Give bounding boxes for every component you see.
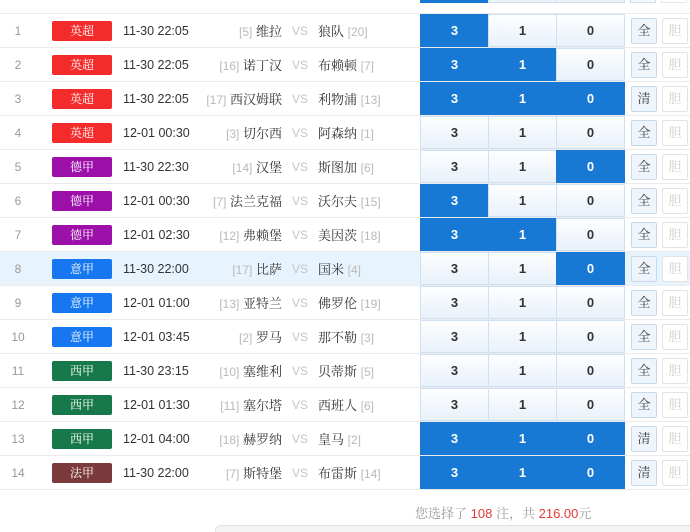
match-number: 14 xyxy=(11,465,25,480)
league-badge: 西甲 xyxy=(52,395,112,415)
match-time: 12-01 04:00 xyxy=(123,431,190,446)
away-name: 皇马 xyxy=(318,432,345,447)
match-time: 11-30 22:00 xyxy=(123,465,189,480)
away-rank: [20] xyxy=(347,25,368,39)
home-name: 塞尔塔 xyxy=(242,398,282,413)
home-name: 汉堡 xyxy=(255,160,282,175)
bet-option-0[interactable]: 0 xyxy=(556,286,625,319)
selection-summary xyxy=(415,503,591,522)
home-team xyxy=(193,293,282,312)
home-team xyxy=(193,191,282,210)
home-rank: [10] xyxy=(219,365,240,379)
home-rank: [2] xyxy=(239,331,253,345)
home-name: 斯特堡 xyxy=(242,466,282,481)
vs-label: VS xyxy=(291,227,308,242)
summary-prefix: 您选择了 xyxy=(415,506,468,521)
league-badge: 英超 xyxy=(52,89,112,109)
table-row xyxy=(0,286,690,320)
match-time: 11-30 22:05 xyxy=(123,91,189,106)
home-name: 法兰克福 xyxy=(229,194,282,209)
away-rank: [6] xyxy=(360,161,374,175)
match-time: 12-01 01:30 xyxy=(123,397,190,412)
away-team xyxy=(318,21,420,40)
bet-option-0[interactable]: 0 xyxy=(556,82,625,115)
away-name: 西班人 xyxy=(318,398,358,413)
home-team xyxy=(193,361,282,380)
banker-button[interactable]: 胆 xyxy=(662,358,688,384)
banker-button[interactable]: 胆 xyxy=(662,256,688,282)
bet-option-3[interactable]: 3 xyxy=(420,354,489,387)
away-rank: [7] xyxy=(360,59,374,73)
vs-label: VS xyxy=(291,193,308,208)
match-time: 12-01 03:45 xyxy=(123,329,190,344)
match-time: 12-01 01:00 xyxy=(123,295,190,310)
home-rank: [12] xyxy=(219,229,240,243)
away-team xyxy=(318,55,420,74)
match-number: 11 xyxy=(11,363,25,378)
home-team xyxy=(193,89,282,108)
bet-option-3[interactable]: 3 xyxy=(420,252,489,285)
home-name: 诺丁汉 xyxy=(242,58,282,73)
away-name: 那不勒 xyxy=(318,330,358,345)
league-badge: 法甲 xyxy=(52,463,112,483)
home-team xyxy=(193,225,282,244)
vs-label: VS xyxy=(291,363,308,378)
match-time: 11-30 23:15 xyxy=(123,363,189,378)
select-all-button[interactable]: 清 xyxy=(631,460,657,486)
away-team xyxy=(318,429,420,448)
banker-button[interactable]: 胆 xyxy=(662,460,688,486)
away-team xyxy=(318,123,420,142)
league-badge: 德甲 xyxy=(52,157,112,177)
bet-option-1[interactable]: 1 xyxy=(488,150,557,183)
table-row xyxy=(0,14,690,48)
away-rank: [1] xyxy=(360,127,374,141)
home-name: 比萨 xyxy=(255,262,282,277)
summary-suffix: 元 xyxy=(578,506,592,521)
home-name: 弗赖堡 xyxy=(242,228,282,243)
away-rank: [5] xyxy=(360,365,374,379)
away-team xyxy=(318,259,420,278)
away-team xyxy=(318,225,420,244)
banker-button[interactable]: 胆 xyxy=(662,52,688,78)
table-row xyxy=(0,150,690,184)
banker-button[interactable]: 胆 xyxy=(662,86,688,112)
home-rank: [7] xyxy=(226,467,240,481)
select-all-button[interactable]: 全 xyxy=(631,120,657,146)
match-number: 2 xyxy=(14,57,22,72)
bet-option-1[interactable]: 1 xyxy=(488,388,557,421)
bet-option-3[interactable]: 3 xyxy=(420,218,489,251)
bet-option-3[interactable]: 3 xyxy=(420,150,489,183)
vs-label: VS xyxy=(291,465,308,480)
banker-button[interactable]: 胆 xyxy=(662,426,688,452)
bet-option-0[interactable]: 0 xyxy=(556,150,625,183)
total-amount: 216.00 xyxy=(538,506,579,521)
table-row xyxy=(0,354,690,388)
vs-label: VS xyxy=(291,261,308,276)
bet-option-0[interactable]: 0 xyxy=(556,184,625,217)
banker-button[interactable]: 胆 xyxy=(662,18,688,44)
home-rank: [17] xyxy=(232,263,253,277)
match-time: 11-30 22:30 xyxy=(123,159,189,174)
banker-button[interactable]: 胆 xyxy=(662,120,688,146)
home-rank: [16] xyxy=(219,59,240,73)
league-badge: 英超 xyxy=(52,123,112,143)
match-number: 1 xyxy=(14,23,22,38)
table-row xyxy=(0,252,690,286)
away-team xyxy=(318,463,420,482)
bet-option-0[interactable]: 0 xyxy=(556,422,625,455)
banker-button[interactable]: 胆 xyxy=(662,290,688,316)
away-name: 沃尔夫 xyxy=(318,194,358,209)
home-rank: [3] xyxy=(226,127,240,141)
away-team xyxy=(318,327,420,346)
bet-option-1[interactable]: 1 xyxy=(488,252,557,285)
bet-option-3[interactable]: 3 xyxy=(420,82,489,115)
bet-option-0[interactable]: 0 xyxy=(556,252,625,285)
match-number: 4 xyxy=(14,125,22,140)
match-time: 12-01 00:30 xyxy=(123,125,190,140)
table-row xyxy=(0,116,690,150)
match-number: 13 xyxy=(11,431,25,446)
away-rank: [19] xyxy=(360,297,381,311)
away-rank: [3] xyxy=(360,331,374,345)
bet-option-1[interactable]: 1 xyxy=(488,218,557,251)
bet-option-1[interactable]: 1 xyxy=(488,320,557,353)
table-row xyxy=(0,320,690,354)
bet-option-1[interactable]: 1 xyxy=(488,354,557,387)
table-row xyxy=(0,456,690,490)
away-name: 狼队 xyxy=(318,24,345,39)
home-team xyxy=(193,429,282,448)
vs-label: VS xyxy=(291,91,308,106)
banker-button[interactable]: 胆 xyxy=(662,392,688,418)
table-row xyxy=(0,184,690,218)
away-name: 布雷斯 xyxy=(318,466,358,481)
table-row xyxy=(0,422,690,456)
bet-option-3[interactable]: 3 xyxy=(420,456,489,489)
away-team xyxy=(318,395,420,414)
select-all-button[interactable]: 全 xyxy=(631,52,657,78)
summary-middle: 注，共 xyxy=(495,506,535,521)
match-number: 5 xyxy=(14,159,22,174)
home-name: 维拉 xyxy=(255,24,282,39)
select-all-button[interactable]: 全 xyxy=(631,154,657,180)
league-badge: 德甲 xyxy=(52,191,112,211)
home-rank: [5] xyxy=(239,25,253,39)
match-number: 12 xyxy=(11,397,25,412)
select-all-button[interactable]: 全 xyxy=(631,18,657,44)
banker-button[interactable]: 胆 xyxy=(662,324,688,350)
vs-label: VS xyxy=(291,397,308,412)
home-rank: [17] xyxy=(206,93,227,107)
bet-option-1[interactable]: 1 xyxy=(488,82,557,115)
away-team xyxy=(318,157,420,176)
away-rank: [13] xyxy=(360,93,381,107)
away-name: 贝蒂斯 xyxy=(318,364,358,379)
match-number: 3 xyxy=(14,91,22,106)
league-badge: 意甲 xyxy=(52,327,112,347)
home-team xyxy=(193,123,282,142)
footer xyxy=(0,490,690,532)
away-rank: [14] xyxy=(360,467,381,481)
league-badge: 意甲 xyxy=(52,293,112,313)
bet-option-3[interactable]: 3 xyxy=(420,388,489,421)
home-rank: [18] xyxy=(219,433,240,447)
away-team xyxy=(318,361,420,380)
select-all-button[interactable]: 全 xyxy=(631,290,657,316)
bet-option-0[interactable]: 0 xyxy=(556,354,625,387)
bet-option-0[interactable]: 0 xyxy=(556,320,625,353)
select-all-button[interactable]: 全 xyxy=(631,324,657,350)
select-all-button[interactable]: 全 xyxy=(631,188,657,214)
home-name: 切尔西 xyxy=(242,126,282,141)
home-team xyxy=(193,327,282,346)
home-name: 塞维利 xyxy=(242,364,282,379)
banker-button[interactable]: 胆 xyxy=(662,188,688,214)
league-badge: 英超 xyxy=(52,55,112,75)
bet-slip-panel-edge xyxy=(215,525,690,532)
home-rank: [13] xyxy=(219,297,240,311)
league-badge: 德甲 xyxy=(52,225,112,245)
match-time: 11-30 22:05 xyxy=(123,57,189,72)
away-name: 布赖顿 xyxy=(318,58,358,73)
away-name: 利物浦 xyxy=(318,92,358,107)
match-number: 8 xyxy=(14,261,22,276)
match-rows xyxy=(0,14,690,490)
match-time: 12-01 02:30 xyxy=(123,227,190,242)
home-rank: [7] xyxy=(213,195,227,209)
away-rank: [18] xyxy=(360,229,381,243)
match-time: 11-30 22:05 xyxy=(123,23,189,38)
league-badge: 西甲 xyxy=(52,429,112,449)
bet-option-0[interactable]: 0 xyxy=(556,218,625,251)
league-badge: 意甲 xyxy=(52,259,112,279)
home-team xyxy=(193,157,282,176)
bet-option-3[interactable]: 3 xyxy=(420,422,489,455)
bet-option-1[interactable]: 1 xyxy=(488,456,557,489)
home-team xyxy=(193,463,282,482)
bet-option-3[interactable]: 3 xyxy=(420,116,489,149)
bet-option-1[interactable]: 1 xyxy=(488,184,557,217)
away-rank: [15] xyxy=(360,195,381,209)
away-name: 佛罗伦 xyxy=(318,296,358,311)
cropped-bet-cell-1 xyxy=(488,0,557,3)
vs-label: VS xyxy=(291,159,308,174)
away-name: 斯图加 xyxy=(318,160,358,175)
bet-option-1[interactable]: 1 xyxy=(488,286,557,319)
home-name: 罗马 xyxy=(255,330,282,345)
match-number: 7 xyxy=(14,227,22,242)
away-name: 阿森纳 xyxy=(318,126,358,141)
match-time: 12-01 00:30 xyxy=(123,193,190,208)
bet-option-3[interactable]: 3 xyxy=(420,184,489,217)
home-rank: [11] xyxy=(220,399,240,413)
banker-button[interactable]: 胆 xyxy=(662,222,688,248)
league-badge: 英超 xyxy=(52,21,112,41)
select-all-button[interactable]: 全 xyxy=(631,222,657,248)
table-row xyxy=(0,388,690,422)
table-row xyxy=(0,48,690,82)
cropped-banker-button xyxy=(661,0,687,3)
bet-option-0[interactable]: 0 xyxy=(556,116,625,149)
bet-option-1[interactable]: 1 xyxy=(488,116,557,149)
vs-label: VS xyxy=(291,431,308,446)
vs-label: VS xyxy=(291,295,308,310)
bet-option-0[interactable]: 0 xyxy=(556,48,625,81)
home-team xyxy=(193,395,282,414)
select-all-button[interactable]: 全 xyxy=(631,256,657,282)
cropped-bet-cell-3 xyxy=(420,0,488,3)
away-name: 国米 xyxy=(318,262,345,277)
vs-label: VS xyxy=(291,125,308,140)
cropped-select-all-button xyxy=(630,0,656,3)
select-all-button[interactable]: 全 xyxy=(631,392,657,418)
away-team xyxy=(318,293,420,312)
select-all-button[interactable]: 全 xyxy=(631,358,657,384)
home-team xyxy=(193,55,282,74)
home-name: 赫罗纳 xyxy=(242,432,282,447)
bet-option-3[interactable]: 3 xyxy=(420,320,489,353)
home-team xyxy=(193,259,282,278)
bet-option-0[interactable]: 0 xyxy=(556,456,625,489)
bet-option-3[interactable]: 3 xyxy=(420,14,489,47)
home-team xyxy=(193,21,282,40)
away-team xyxy=(318,191,420,210)
cropped-row-top xyxy=(0,0,690,14)
bet-option-1[interactable]: 1 xyxy=(488,48,557,81)
bet-option-0[interactable]: 0 xyxy=(556,388,625,421)
select-all-button[interactable]: 清 xyxy=(631,86,657,112)
match-number: 6 xyxy=(14,193,22,208)
bet-option-1[interactable]: 1 xyxy=(488,422,557,455)
home-name: 西汉姆联 xyxy=(229,92,282,107)
vs-label: VS xyxy=(291,23,308,38)
bet-option-3[interactable]: 3 xyxy=(420,286,489,319)
table-row xyxy=(0,218,690,252)
away-name: 美因茨 xyxy=(318,228,358,243)
vs-label: VS xyxy=(291,329,308,344)
selection-count: 108 xyxy=(470,506,493,521)
cropped-bet-cell-0 xyxy=(557,0,625,3)
home-name: 亚特兰 xyxy=(242,296,282,311)
match-number: 9 xyxy=(14,295,22,310)
table-row xyxy=(0,82,690,116)
bet-option-0[interactable]: 0 xyxy=(556,14,625,47)
away-rank: [6] xyxy=(360,399,374,413)
select-all-button[interactable]: 清 xyxy=(631,426,657,452)
away-rank: [4] xyxy=(347,263,361,277)
bet-option-3[interactable]: 3 xyxy=(420,48,489,81)
league-badge: 西甲 xyxy=(52,361,112,381)
vs-label: VS xyxy=(291,57,308,72)
away-team xyxy=(318,89,420,108)
match-number: 10 xyxy=(11,329,25,344)
match-time: 11-30 22:00 xyxy=(123,261,189,276)
bet-option-1[interactable]: 1 xyxy=(488,14,557,47)
away-rank: [2] xyxy=(347,433,361,447)
home-rank: [14] xyxy=(232,161,253,175)
banker-button[interactable]: 胆 xyxy=(662,154,688,180)
